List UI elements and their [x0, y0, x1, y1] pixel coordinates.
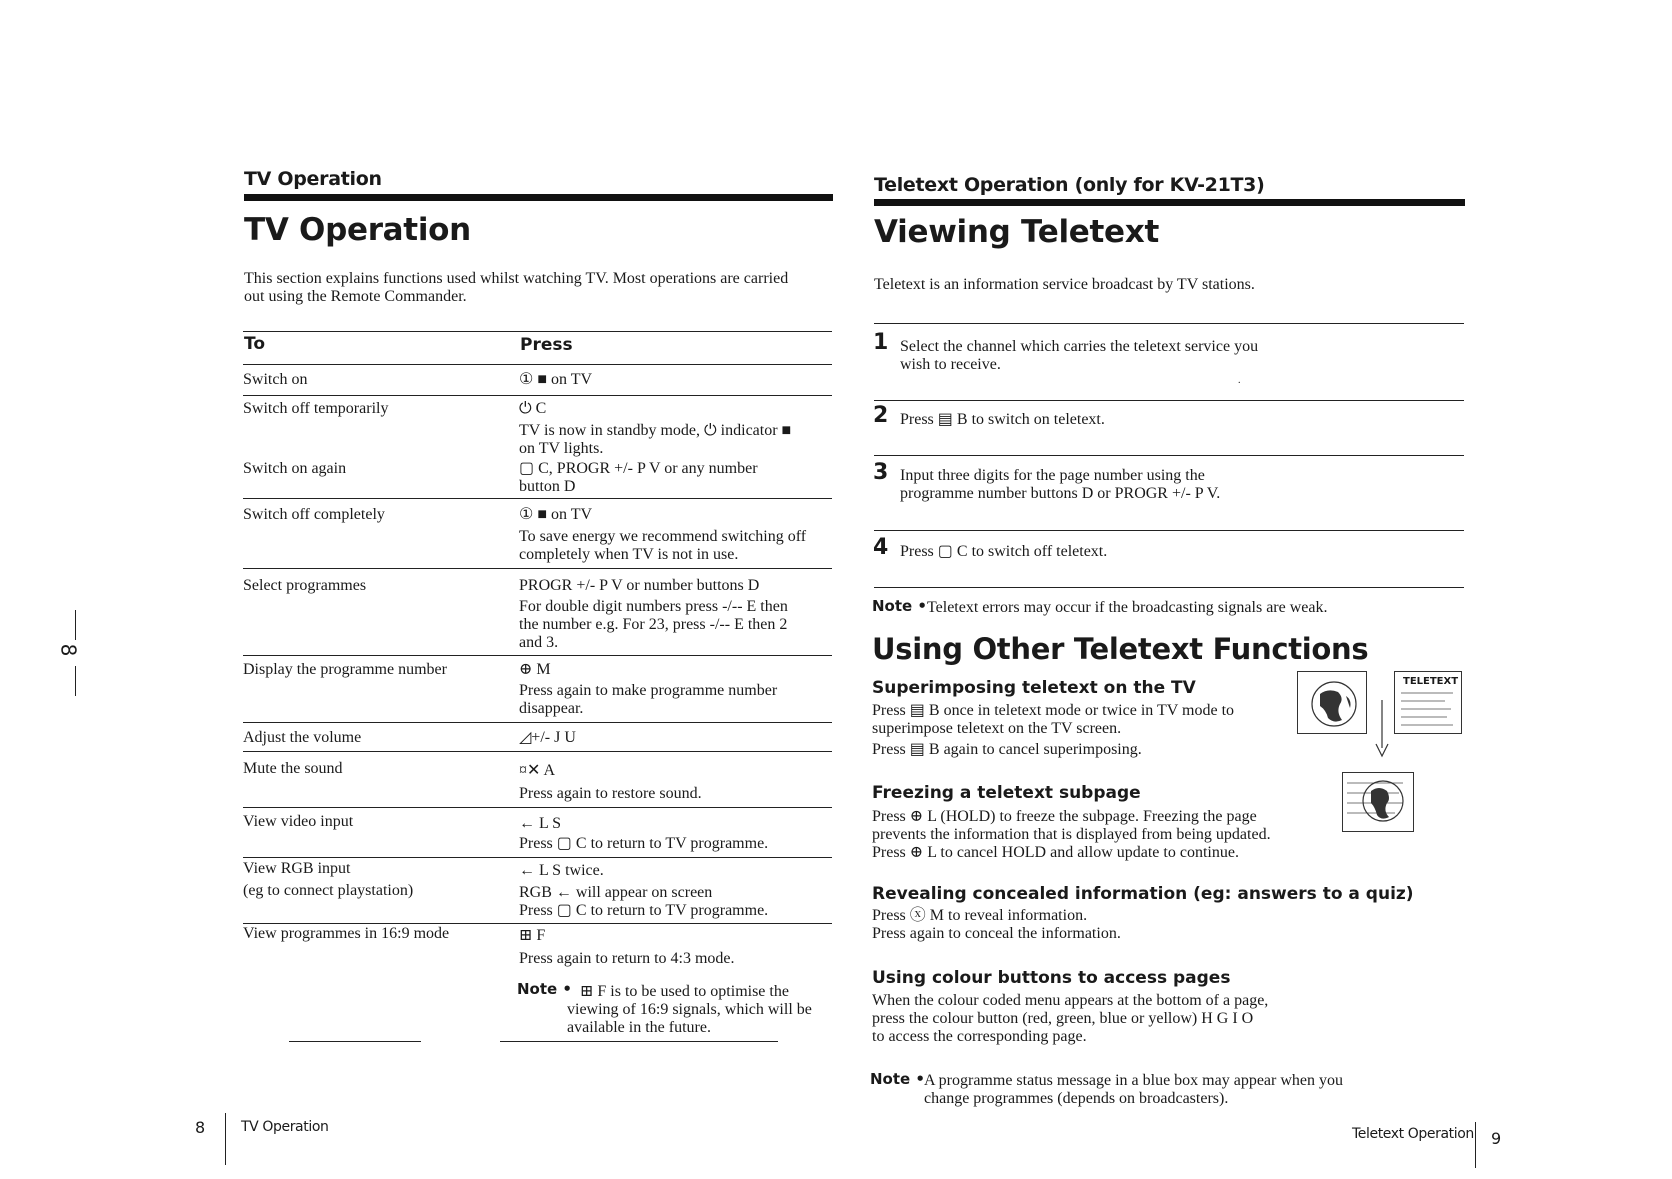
row-to-sub: (eg to connect playstation): [243, 882, 414, 899]
subsection-text: Press again to conceal the information.: [872, 925, 1121, 942]
row-press: Press again to restore sound.: [519, 785, 702, 802]
step-divider: [874, 455, 1464, 456]
note-text: change programmes (depends on broadcasters).: [924, 1090, 1229, 1107]
superimpose-globe-icon: [1343, 773, 1413, 831]
teletext-header: TELETEXT: [1403, 676, 1459, 687]
row-press: and 3.: [519, 634, 559, 651]
step-number: 1: [873, 330, 889, 355]
row-divider: [243, 568, 832, 569]
row-press: ◿+/- J U: [519, 729, 576, 746]
row-press: ← L S: [519, 815, 562, 832]
note-label: Note •: [870, 1070, 926, 1088]
step-divider: [874, 587, 1464, 588]
row-press: ¤✕ A: [519, 762, 556, 779]
row-to: Switch off completely: [243, 506, 385, 523]
subsection-title: Using colour buttons to access pages: [872, 968, 1231, 988]
left-kicker: TV Operation: [244, 168, 382, 190]
left-note-line1: ⊞ F is to be used to optimise the: [580, 983, 789, 1000]
row-press: disappear.: [519, 700, 584, 717]
row-to: Switch off temporarily: [243, 400, 389, 417]
speck: .: [1238, 375, 1241, 386]
row-to: View RGB input: [243, 860, 351, 877]
row-to: Display the programme number: [243, 661, 447, 678]
table-header-rule: [243, 364, 832, 365]
row-press: ▢ C, PROGR +/- P V or any number: [519, 460, 758, 477]
globe-icon: [1298, 672, 1366, 733]
row-press: Press again to return to 4:3 mode.: [519, 950, 735, 967]
footer-divider: [225, 1113, 226, 1165]
row-divider: [243, 655, 832, 656]
row-to: Switch on again: [243, 460, 347, 477]
row-press: on TV lights.: [519, 440, 604, 457]
right-footer-label: Teletext Operation: [1352, 1126, 1474, 1142]
row-to: Adjust the volume: [243, 729, 362, 746]
right-kicker: Teletext Operation (only for KV-21T3): [874, 174, 1265, 196]
row-to: View programmes in 16:9 mode: [243, 925, 450, 942]
row-press: To save energy we recommend switching off: [519, 528, 807, 545]
right-page-number: 9: [1491, 1129, 1502, 1148]
note-label: Note •: [872, 597, 928, 615]
subsection-text: press the colour button (red, green, blue or yellow) H G I O: [872, 1010, 1254, 1027]
subsection-text: prevents the information that is displayed from being updated.: [872, 826, 1271, 843]
right-header-rule: [874, 199, 1465, 206]
section-title: Using Other Teletext Functions: [872, 632, 1369, 666]
step-number: 3: [873, 460, 889, 485]
note-text: Teletext errors may occur if the broadcasting signals are weak.: [927, 599, 1328, 616]
row-press: the number e.g. For 23, press -/-- E then 2: [519, 616, 788, 633]
row-press: ← L S twice.: [519, 862, 604, 879]
row-press: For double digit numbers press -/-- E then: [519, 598, 788, 615]
left-intro-line1: This section explains functions used whilst watching TV. Most operations are carried: [244, 270, 789, 287]
step-divider: [874, 530, 1464, 531]
tv-globe-illustration: [1297, 671, 1367, 734]
table-header-press: Press: [520, 335, 573, 355]
row-divider: [243, 923, 832, 924]
row-divider: [243, 807, 832, 808]
row-press: ⊞ F: [519, 927, 546, 944]
subsection-text: superimpose teletext on the TV screen.: [872, 720, 1122, 737]
table-header-to: To: [244, 334, 266, 354]
subsection-text: Press ⓧ M to reveal information.: [872, 907, 1088, 924]
row-press: button D: [519, 478, 576, 495]
left-note-line2: viewing of 16:9 signals, which will be: [567, 1001, 812, 1018]
step-number: 4: [873, 535, 889, 560]
left-note-label: Note •: [517, 980, 573, 998]
down-arrow-icon: [1375, 700, 1389, 765]
left-footer-label: TV Operation: [241, 1119, 329, 1135]
teletext-lines-icon: [1395, 687, 1461, 731]
left-intro-line2: out using the Remote Commander.: [244, 288, 467, 305]
left-note-line3: available in the future.: [567, 1019, 711, 1036]
step-text: Press ▢ C to switch off teletext.: [900, 543, 1108, 560]
row-press: Press ▢ C to return to TV programme.: [519, 902, 769, 919]
bottom-divider: [289, 1041, 421, 1042]
row-divider: [243, 722, 832, 723]
row-press: TV is now in standby mode, ⏻ indicator ■: [519, 422, 792, 439]
left-page-title: TV Operation: [244, 212, 471, 248]
row-press: RGB ← will appear on screen: [519, 884, 713, 901]
subsection-title: Freezing a teletext subpage: [872, 783, 1141, 803]
row-to: Select programmes: [243, 577, 367, 594]
subsection-text: Press ▤ B once in teletext mode or twice in TV mode to: [872, 702, 1235, 719]
row-divider: [243, 751, 832, 752]
note-text: A programme status message in a blue box may appear when you: [924, 1072, 1343, 1089]
left-page-number: 8: [195, 1118, 206, 1137]
bottom-divider: [500, 1041, 778, 1042]
row-to: Mute the sound: [243, 760, 343, 777]
superimposed-illustration: [1342, 772, 1414, 832]
left-header-rule: [244, 194, 833, 201]
step-number: 2: [873, 403, 889, 428]
step-divider: [874, 400, 1464, 401]
margin-page-mark: 8: [56, 643, 81, 657]
subsection-text: Press ⊕ L to cancel HOLD and allow update to continue.: [872, 844, 1239, 861]
subsection-text: Press ⊕ L (HOLD) to freeze the subpage. Freezing the page: [872, 808, 1257, 825]
subsection-title: Superimposing teletext on the TV: [872, 678, 1196, 698]
step-text: Input three digits for the page number using the: [900, 467, 1205, 484]
step-text: Press ▤ B to switch on teletext.: [900, 411, 1105, 428]
subsection-text: When the colour coded menu appears at the bottom of a page,: [872, 992, 1269, 1009]
subsection-text: Press ▤ B again to cancel superimposing.: [872, 741, 1142, 758]
row-press: completely when TV is not in use.: [519, 546, 739, 563]
step-text: wish to receive.: [900, 356, 1001, 373]
row-press: ⏻ C: [519, 400, 547, 417]
row-divider: [243, 857, 832, 858]
margin-line: [75, 666, 76, 696]
subsection-text: to access the corresponding page.: [872, 1028, 1087, 1045]
margin-line: [75, 610, 76, 640]
right-page-title: Viewing Teletext: [874, 214, 1159, 250]
subsection-title: Revealing concealed information (eg: answers to a quiz): [872, 884, 1414, 904]
row-press: PROGR +/- P V or number buttons D: [519, 577, 760, 594]
row-divider: [243, 498, 832, 499]
step-divider: [874, 323, 1464, 324]
right-intro: Teletext is an information service broadcast by TV stations.: [874, 276, 1255, 293]
row-press: ⊕ M: [519, 661, 551, 678]
row-to: Switch on: [243, 371, 308, 388]
row-press: Press again to make programme number: [519, 682, 778, 699]
table-top-rule: [243, 331, 832, 332]
row-press: Press ▢ C to return to TV programme.: [519, 835, 769, 852]
row-divider: [243, 395, 832, 396]
row-press: ① ■ on TV: [519, 371, 593, 388]
step-text: Select the channel which carries the teletext service you: [900, 338, 1259, 355]
step-text: programme number buttons D or PROGR +/- P V.: [900, 485, 1221, 502]
footer-divider: [1475, 1122, 1476, 1168]
row-to: View video input: [243, 813, 354, 830]
row-press: ① ■ on TV: [519, 506, 593, 523]
teletext-page-illustration: [1394, 671, 1462, 734]
